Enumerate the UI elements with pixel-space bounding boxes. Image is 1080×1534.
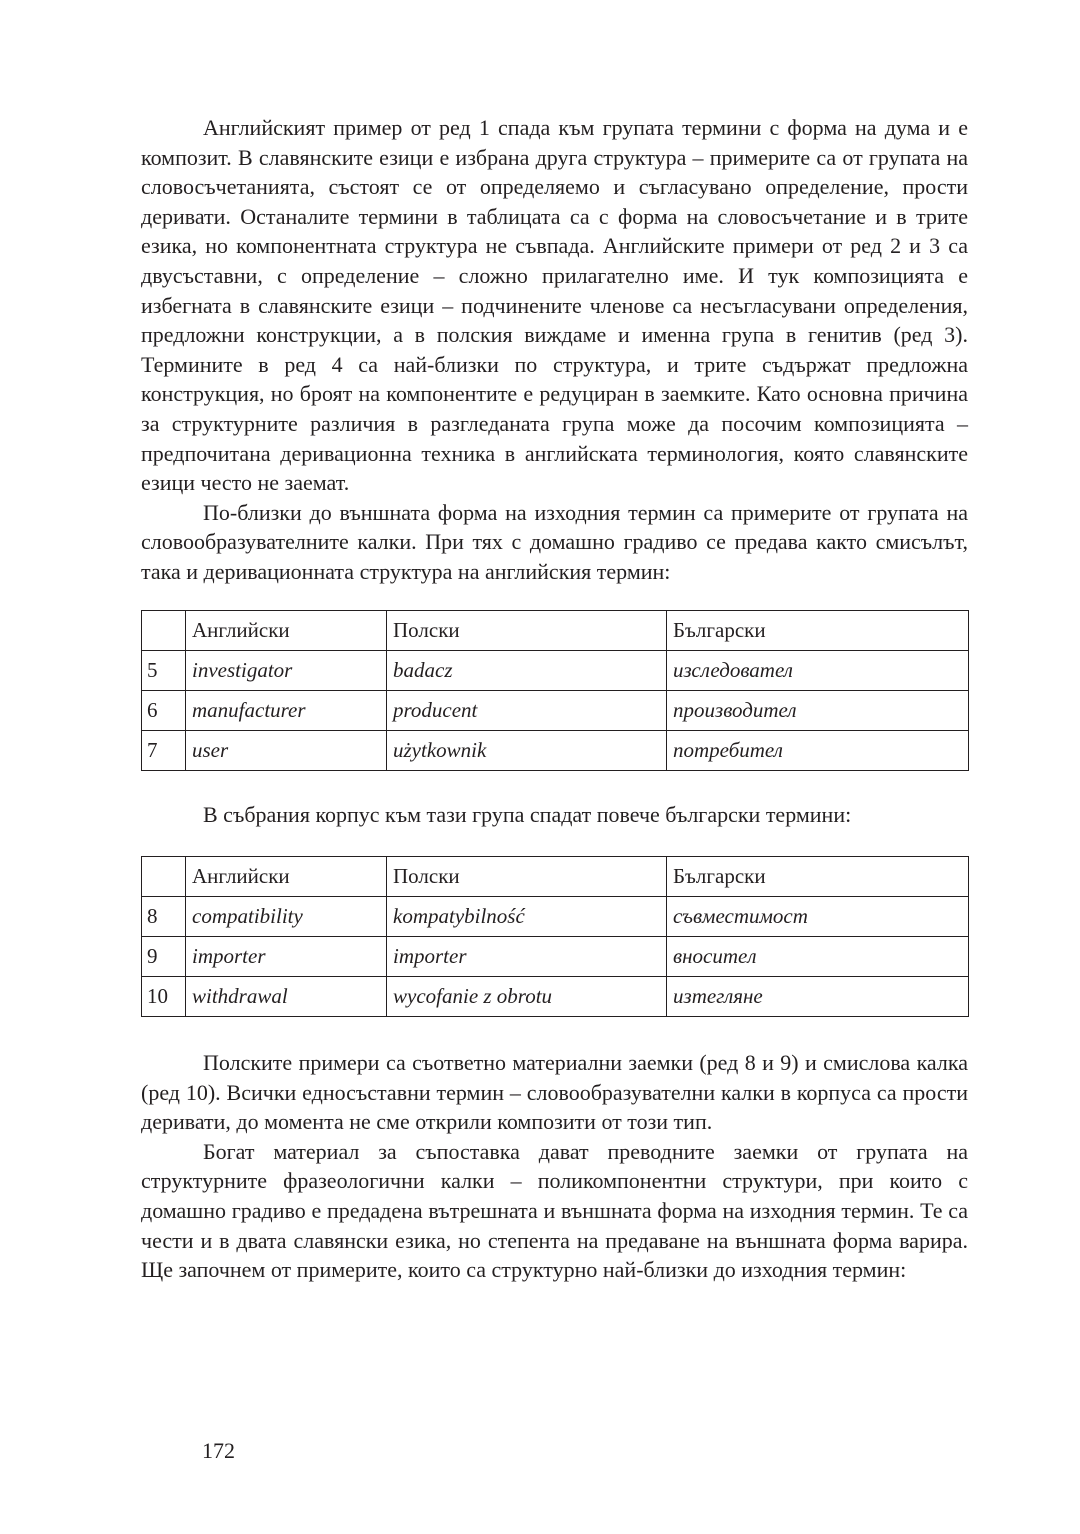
row-number: 10 xyxy=(142,977,186,1017)
table-row xyxy=(142,690,969,730)
table-row xyxy=(142,897,969,937)
table-header-cell: Английски xyxy=(186,857,387,897)
polish-term: użytkownik xyxy=(387,730,667,770)
table-header-cell: Български xyxy=(667,857,969,897)
page-number: 172 xyxy=(202,1438,235,1463)
paragraph-5: Богат материал за съпоставка дават преводните заемки от групата на структурните фразеологични калки – поликомпонентни структури, при които с домашно градиво е предадена вътрешната и външната форма на изходния термин. Те са чести и в двата славянски езика, но степента на предаване на външната форма варира. Ще започнем от примерите, които са структурно най-близки до изходния термин: xyxy=(141,1138,968,1283)
table-row xyxy=(142,650,969,690)
polish-term: kompatybilność xyxy=(387,897,667,937)
english-term: user xyxy=(186,730,387,770)
table-header-cell xyxy=(142,857,186,897)
table-header-cell: Полски xyxy=(387,857,667,897)
terms-table-2 xyxy=(141,856,969,1017)
polish-term: importer xyxy=(387,937,667,977)
paragraph-3: В събрания корпус към тази група спадат повече български термини: xyxy=(203,801,852,827)
table-header-cell: Български xyxy=(667,610,969,650)
row-number: 9 xyxy=(142,937,186,977)
table-header-row xyxy=(142,610,969,650)
english-term: investigator xyxy=(186,650,387,690)
table-row xyxy=(142,977,969,1017)
row-number: 5 xyxy=(142,650,186,690)
paragraph-1: Английският пример от ред 1 спада към групата термини с форма на дума и е композит. В славянските езици е избрана друга структура – примерите са от групата на словосъчетанията, състоят се от определяемо и съгласувано определение, прости деривати. Останалите термини в таблицата са с форма на словосъчетание и в трите езика, но компонентната структура не съвпада. Английските примери от ред 2 и 3 са двусъставни, с определение – сложно прилагателно име. И тук композицията е избегната в славянските езици – подчинените членове са несъгласувани определения, предложни конструкции, а в полския виждаме и именна група в генитив (ред 3). Термините в ред 4 са най-близки по структура, и трите съдържат предложна конструкция, но броят на компонентите е редуциран в заемките. Като основна причина за структурните различия в разгледаната група може да посочим композицията – предпочитана деривационна техника в английската терминология, която славянските езици често не заемат. xyxy=(141,115,968,496)
row-number: 6 xyxy=(142,690,186,730)
bulgarian-term: изследовател xyxy=(667,650,969,690)
bulgarian-term: съвместимост xyxy=(667,897,969,937)
polish-term: badacz xyxy=(387,650,667,690)
row-number: 8 xyxy=(142,897,186,937)
paragraph-4: Полските примери са съответно материални заемки (ред 8 и 9) и смислова калка (ред 10). Всички едносъставни термин – словообразувателни калки в корпуса са прости деривати, до момента не сме открили композити от този тип. xyxy=(141,1050,968,1135)
table-row xyxy=(142,730,969,770)
english-term: withdrawal xyxy=(186,977,387,1017)
page-body xyxy=(141,113,968,1285)
row-number: 7 xyxy=(142,730,186,770)
polish-term: producent xyxy=(387,690,667,730)
terms-table-1 xyxy=(141,610,969,771)
table-header-row xyxy=(142,857,969,897)
table-row xyxy=(142,937,969,977)
table-header-cell: Английски xyxy=(186,610,387,650)
polish-term: wycofanie z obrotu xyxy=(387,977,667,1017)
bulgarian-term: изтегляне xyxy=(667,977,969,1017)
english-term: compatibility xyxy=(186,897,387,937)
bulgarian-term: производител xyxy=(667,690,969,730)
table-header-cell xyxy=(142,610,186,650)
paragraph-2: По-близки до външната форма на изходния термин са примерите от групата на словообразувателните калки. При тях с домашно градиво се предава както смисълът, така и деривационната структура на английския термин: xyxy=(141,499,968,584)
bulgarian-term: вноситeл xyxy=(667,937,969,977)
bulgarian-term: потребител xyxy=(667,730,969,770)
table-header-cell: Полски xyxy=(387,610,667,650)
english-term: importer xyxy=(186,937,387,977)
english-term: manufacturer xyxy=(186,690,387,730)
